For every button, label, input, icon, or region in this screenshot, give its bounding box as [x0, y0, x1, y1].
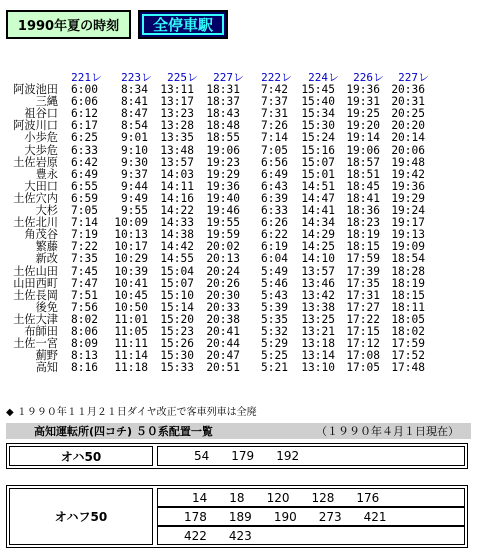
departure-time: 18:15 — [346, 240, 380, 254]
departure-time: 19:06 — [346, 143, 380, 157]
departure-time: 14:29 — [301, 228, 335, 242]
departure-time: 18:02 — [391, 324, 425, 338]
departure-time: 17:48 — [391, 361, 425, 375]
departure-time: 9:55 — [121, 204, 148, 218]
train-number: 226レ — [353, 71, 384, 84]
departure-time: 7:14 — [71, 216, 98, 230]
departure-time: 13:48 — [160, 143, 194, 157]
departure-time: 7:42 — [261, 83, 288, 97]
departure-time: 14:11 — [160, 179, 194, 193]
timetable-rows — [0, 84, 480, 374]
departure-time: 19:31 — [346, 95, 380, 109]
departure-time: 20:13 — [206, 252, 240, 266]
station-name: 阿波川口 — [13, 119, 58, 133]
departure-time: 10:29 — [114, 252, 148, 266]
departure-time: 15:30 — [301, 119, 335, 133]
departure-time: 19:42 — [391, 167, 425, 181]
departure-time: 17:52 — [391, 349, 425, 363]
timetable-row — [0, 132, 480, 144]
departure-time: 15:16 — [301, 143, 335, 157]
car-number: 178 — [184, 509, 207, 524]
year-timetable-tab-label: 1990年夏の時刻 — [17, 19, 120, 34]
group-ohafu50 — [6, 485, 468, 548]
departure-time: 20:06 — [391, 143, 425, 157]
departure-time: 8:47 — [121, 107, 148, 121]
station-name: 三縄 — [35, 95, 58, 109]
departure-time: 11:14 — [114, 349, 148, 363]
departure-time: 20:26 — [206, 276, 240, 290]
departure-time: 6:00 — [71, 83, 98, 97]
departure-time: 18:55 — [206, 131, 240, 145]
departure-time: 18:41 — [346, 191, 380, 205]
departure-time: 19:14 — [346, 131, 380, 145]
departure-time: 6:33 — [261, 204, 288, 218]
car-number: 192 — [276, 449, 300, 463]
departure-time: 18:28 — [391, 264, 425, 278]
departure-time: 19:46 — [206, 204, 240, 218]
departure-time: 8:54 — [121, 119, 148, 133]
timetable — [0, 72, 480, 374]
train-number: 223レ — [121, 71, 152, 84]
departure-time: 14:25 — [301, 240, 335, 254]
station-name: 祖谷口 — [24, 107, 58, 121]
departure-time: 14:47 — [301, 191, 335, 205]
departure-time: 18:19 — [346, 228, 380, 242]
departure-time: 15:33 — [160, 361, 194, 375]
departure-time: 8:13 — [71, 349, 98, 363]
departure-time: 19:59 — [206, 228, 240, 242]
departure-time: 18:19 — [391, 276, 425, 290]
departure-time: 13:10 — [301, 361, 335, 375]
station-name: 土佐大津 — [13, 312, 58, 326]
departure-time: 15:07 — [301, 155, 335, 169]
departure-time: 13:21 — [301, 324, 335, 338]
departure-time: 14:34 — [301, 216, 335, 230]
car-number: 190 — [273, 509, 297, 524]
departure-time: 6:42 — [71, 155, 98, 169]
departure-time: 6:49 — [261, 167, 288, 181]
departure-time: 19:13 — [391, 228, 425, 242]
departure-time: 19:48 — [391, 155, 425, 169]
departure-time: 13:23 — [160, 107, 194, 121]
departure-time: 6:39 — [261, 191, 288, 205]
departure-time: 7:51 — [71, 288, 98, 302]
departure-time: 13:35 — [160, 131, 194, 145]
departure-time: 6:19 — [261, 240, 288, 254]
departure-time: 17:39 — [346, 264, 380, 278]
departure-time: 8:16 — [71, 361, 98, 375]
departure-time: 17:59 — [391, 337, 425, 351]
departure-time: 8:06 — [71, 324, 98, 338]
departure-time: 10:17 — [114, 240, 148, 254]
departure-time: 10:39 — [114, 264, 148, 278]
departure-time: 10:45 — [114, 288, 148, 302]
station-name: 大歩危 — [24, 143, 58, 157]
departure-time: 9:37 — [121, 167, 148, 181]
departure-time: 10:09 — [114, 216, 148, 230]
departure-time: 6:55 — [71, 179, 98, 193]
departure-time: 20:25 — [391, 107, 425, 121]
departure-time: 11:05 — [114, 324, 148, 338]
departure-time: 6:06 — [71, 95, 98, 109]
timetable-row — [0, 145, 480, 157]
departure-time: 17:05 — [346, 361, 380, 375]
departure-time: 6:22 — [261, 228, 288, 242]
station-name: 大田口 — [24, 179, 58, 193]
station-name: 高知 — [35, 361, 58, 375]
departure-time: 7:37 — [261, 95, 288, 109]
departure-time: 18:05 — [391, 312, 425, 326]
station-name: 布師田 — [24, 324, 58, 338]
station-name: 土佐山田 — [13, 264, 58, 278]
departure-time: 8:02 — [71, 312, 98, 326]
config-list-title-bar — [6, 423, 471, 439]
station-name: 土佐長岡 — [13, 288, 58, 302]
group-oha50 — [6, 443, 468, 469]
departure-time: 13:28 — [160, 119, 194, 133]
station-name: 土佐北川 — [13, 216, 58, 230]
departure-time: 6:17 — [71, 119, 98, 133]
train-number: 222レ — [261, 71, 292, 84]
departure-time: 9:49 — [121, 191, 148, 205]
departure-time: 10:50 — [114, 300, 148, 314]
timetable-row — [0, 362, 480, 374]
train-number: 227レ — [213, 71, 244, 84]
departure-time: 19:24 — [391, 204, 425, 218]
departure-time: 6:59 — [71, 191, 98, 205]
departure-time: 11:01 — [114, 312, 148, 326]
departure-time: 5:32 — [261, 324, 288, 338]
departure-time: 15:14 — [160, 300, 194, 314]
departure-time: 19:23 — [206, 155, 240, 169]
departure-time: 5:21 — [261, 361, 288, 375]
departure-time: 19:29 — [206, 167, 240, 181]
departure-time: 17:22 — [346, 312, 380, 326]
departure-time: 7:05 — [71, 204, 98, 218]
departure-time: 5:35 — [261, 312, 288, 326]
departure-time: 19:36 — [346, 83, 380, 97]
group-ohafu50-row-3 — [157, 526, 465, 545]
departure-time: 7:19 — [71, 228, 98, 242]
departure-time: 19:36 — [206, 179, 240, 193]
departure-time: 15:24 — [301, 131, 335, 145]
departure-time: 17:59 — [346, 252, 380, 266]
car-number: 54 — [194, 449, 210, 463]
departure-time: 5:25 — [261, 349, 288, 363]
departure-time: 5:49 — [261, 264, 288, 278]
departure-time: 7:22 — [71, 240, 98, 254]
departure-time: 14:03 — [160, 167, 194, 181]
departure-time: 15:07 — [160, 276, 194, 290]
departure-time: 20:51 — [206, 361, 240, 375]
all-stops-tab[interactable] — [138, 10, 228, 39]
departure-time: 7:47 — [71, 276, 98, 290]
departure-time: 7:05 — [261, 143, 288, 157]
departure-time: 17:15 — [346, 324, 380, 338]
departure-time: 18:48 — [206, 119, 240, 133]
car-number: 423 — [228, 528, 252, 543]
departure-time: 10:41 — [114, 276, 148, 290]
departure-time: 15:26 — [160, 337, 194, 351]
timetable-row — [0, 278, 480, 290]
train-number: 227レ — [398, 71, 429, 84]
departure-time: 15:30 — [160, 349, 194, 363]
station-name: 角茂谷 — [24, 228, 58, 242]
departure-time: 19:06 — [206, 143, 240, 157]
group-ohafu50-row-2 — [157, 507, 465, 526]
departure-time: 20:24 — [206, 264, 240, 278]
abolition-note: ◆ １９９０年１１月２１日ダイヤ改正で客車列車は全廃 — [6, 407, 257, 418]
car-number: 189 — [228, 509, 252, 524]
departure-time: 18:11 — [391, 300, 425, 314]
departure-time: 20:33 — [206, 300, 240, 314]
station-name: 薊野 — [35, 349, 58, 363]
departure-time: 18:36 — [346, 204, 380, 218]
departure-time: 13:14 — [301, 349, 335, 363]
departure-time: 20:41 — [206, 324, 240, 338]
all-stops-tab-label: 全停車駅 — [152, 16, 213, 34]
departure-time: 18:57 — [346, 155, 380, 169]
departure-time: 13:25 — [301, 312, 335, 326]
departure-time: 20:47 — [206, 349, 240, 363]
car-number: 273 — [318, 509, 342, 524]
departure-time: 9:30 — [121, 155, 148, 169]
station-name: 後免 — [35, 300, 58, 314]
departure-time: 15:04 — [160, 264, 194, 278]
departure-time: 14:42 — [160, 240, 194, 254]
departure-time: 20:36 — [391, 83, 425, 97]
car-number: 421 — [363, 509, 387, 524]
departure-time: 6:56 — [261, 155, 288, 169]
departure-time: 6:33 — [71, 143, 98, 157]
departure-time: 20:38 — [206, 312, 240, 326]
departure-time: 15:34 — [301, 107, 335, 121]
departure-time: 10:13 — [114, 228, 148, 242]
departure-time: 20:44 — [206, 337, 240, 351]
departure-time: 11:18 — [114, 361, 148, 375]
departure-time: 14:33 — [160, 216, 194, 230]
departure-time: 18:45 — [346, 179, 380, 193]
departure-time: 7:45 — [71, 264, 98, 278]
departure-time: 19:17 — [391, 216, 425, 230]
departure-time: 13:17 — [160, 95, 194, 109]
departure-time: 14:51 — [301, 179, 335, 193]
station-name: 阿波池田 — [13, 83, 58, 97]
departure-time: 13:11 — [160, 83, 194, 97]
departure-time: 9:01 — [121, 131, 148, 145]
departure-time: 14:16 — [160, 191, 194, 205]
departure-time: 13:57 — [160, 155, 194, 169]
departure-time: 6:25 — [71, 131, 98, 145]
departure-time: 18:37 — [206, 95, 240, 109]
departure-time: 15:10 — [160, 288, 194, 302]
car-number: 18 — [229, 490, 245, 505]
departure-time: 7:14 — [261, 131, 288, 145]
departure-time: 17:35 — [346, 276, 380, 290]
departure-time: 9:44 — [121, 179, 148, 193]
departure-time: 13:42 — [301, 288, 335, 302]
station-name: 新改 — [35, 252, 58, 266]
train-number: 224レ — [308, 71, 339, 84]
departure-time: 19:20 — [346, 119, 380, 133]
departure-time: 13:57 — [301, 264, 335, 278]
departure-time: 14:38 — [160, 228, 194, 242]
departure-time: 6:49 — [71, 167, 98, 181]
departure-time: 5:43 — [261, 288, 288, 302]
departure-time: 15:40 — [301, 95, 335, 109]
departure-time: 17:12 — [346, 337, 380, 351]
departure-time: 19:36 — [391, 179, 425, 193]
car-number: 14 — [192, 490, 208, 505]
departure-time: 11:11 — [114, 337, 148, 351]
departure-time: 14:41 — [301, 204, 335, 218]
station-name: 繁藤 — [35, 240, 58, 254]
departure-time: 18:31 — [206, 83, 240, 97]
departure-time: 8:41 — [121, 95, 148, 109]
car-number: 422 — [184, 528, 207, 543]
departure-time: 19:55 — [206, 216, 240, 230]
departure-time: 14:22 — [160, 204, 194, 218]
group-oha50-type: オハ50 — [9, 446, 153, 466]
departure-time: 19:25 — [346, 107, 380, 121]
station-name: 土佐穴内 — [13, 191, 58, 205]
departure-time: 20:30 — [206, 288, 240, 302]
departure-time: 17:08 — [346, 349, 380, 363]
departure-time: 14:55 — [160, 252, 194, 266]
departure-time: 15:23 — [160, 324, 194, 338]
departure-time: 6:43 — [261, 179, 288, 193]
station-name: 土佐一宮 — [13, 337, 58, 351]
departure-time: 13:46 — [301, 276, 335, 290]
station-name: 豊永 — [35, 167, 58, 181]
group-ohafu50-row-1 — [157, 488, 465, 507]
departure-time: 17:31 — [346, 288, 380, 302]
timetable-row — [0, 157, 480, 169]
departure-time: 8:34 — [121, 83, 148, 97]
departure-time: 18:15 — [391, 288, 425, 302]
config-list-date: （１９９０年４月１日現在） — [316, 425, 459, 438]
departure-time: 7:35 — [71, 252, 98, 266]
departure-time: 13:18 — [301, 337, 335, 351]
year-timetable-tab[interactable] — [6, 10, 131, 39]
timetable-row — [0, 266, 480, 278]
group-oha50-numbers — [157, 446, 465, 466]
departure-time: 20:02 — [206, 240, 240, 254]
station-name: 大杉 — [35, 204, 58, 218]
departure-time: 9:10 — [121, 143, 148, 157]
departure-time: 5:46 — [261, 276, 288, 290]
departure-time: 20:14 — [391, 131, 425, 145]
departure-time: 20:31 — [391, 95, 425, 109]
departure-time: 13:38 — [301, 300, 335, 314]
departure-time: 15:01 — [301, 167, 335, 181]
departure-time: 17:27 — [346, 300, 380, 314]
departure-time: 5:29 — [261, 337, 288, 351]
station-name: 土佐岩原 — [13, 155, 58, 169]
departure-time: 7:26 — [261, 119, 288, 133]
departure-time: 7:56 — [71, 300, 98, 314]
departure-time: 7:31 — [261, 107, 288, 121]
departure-time: 6:04 — [261, 252, 288, 266]
departure-time: 15:45 — [301, 83, 335, 97]
car-number: 120 — [266, 490, 290, 505]
timetable-row — [0, 253, 480, 265]
timetable-row — [0, 290, 480, 302]
config-list-title: 高知運転所(四コチ) ５０系配置一覧 — [34, 425, 213, 438]
departure-time: 19:09 — [391, 240, 425, 254]
car-number: 179 — [231, 449, 255, 463]
departure-time: 20:20 — [391, 119, 425, 133]
car-number: 128 — [311, 490, 335, 505]
departure-time: 5:39 — [261, 300, 288, 314]
departure-time: 6:26 — [261, 216, 288, 230]
train-number: 221レ — [71, 71, 102, 84]
group-ohafu50-type: オハフ50 — [9, 488, 153, 545]
departure-time: 18:43 — [206, 107, 240, 121]
departure-time: 6:12 — [71, 107, 98, 121]
departure-time: 19:40 — [206, 191, 240, 205]
departure-time: 15:20 — [160, 312, 194, 326]
station-name: 山田西町 — [13, 276, 58, 290]
station-name: 小歩危 — [24, 131, 58, 145]
departure-time: 14:10 — [301, 252, 335, 266]
departure-time: 8:09 — [71, 337, 98, 351]
departure-time: 18:23 — [346, 216, 380, 230]
departure-time: 18:51 — [346, 167, 380, 181]
departure-time: 19:29 — [391, 191, 425, 205]
car-number: 176 — [356, 490, 380, 505]
departure-time: 18:54 — [391, 252, 425, 266]
train-number: 225レ — [167, 71, 198, 84]
